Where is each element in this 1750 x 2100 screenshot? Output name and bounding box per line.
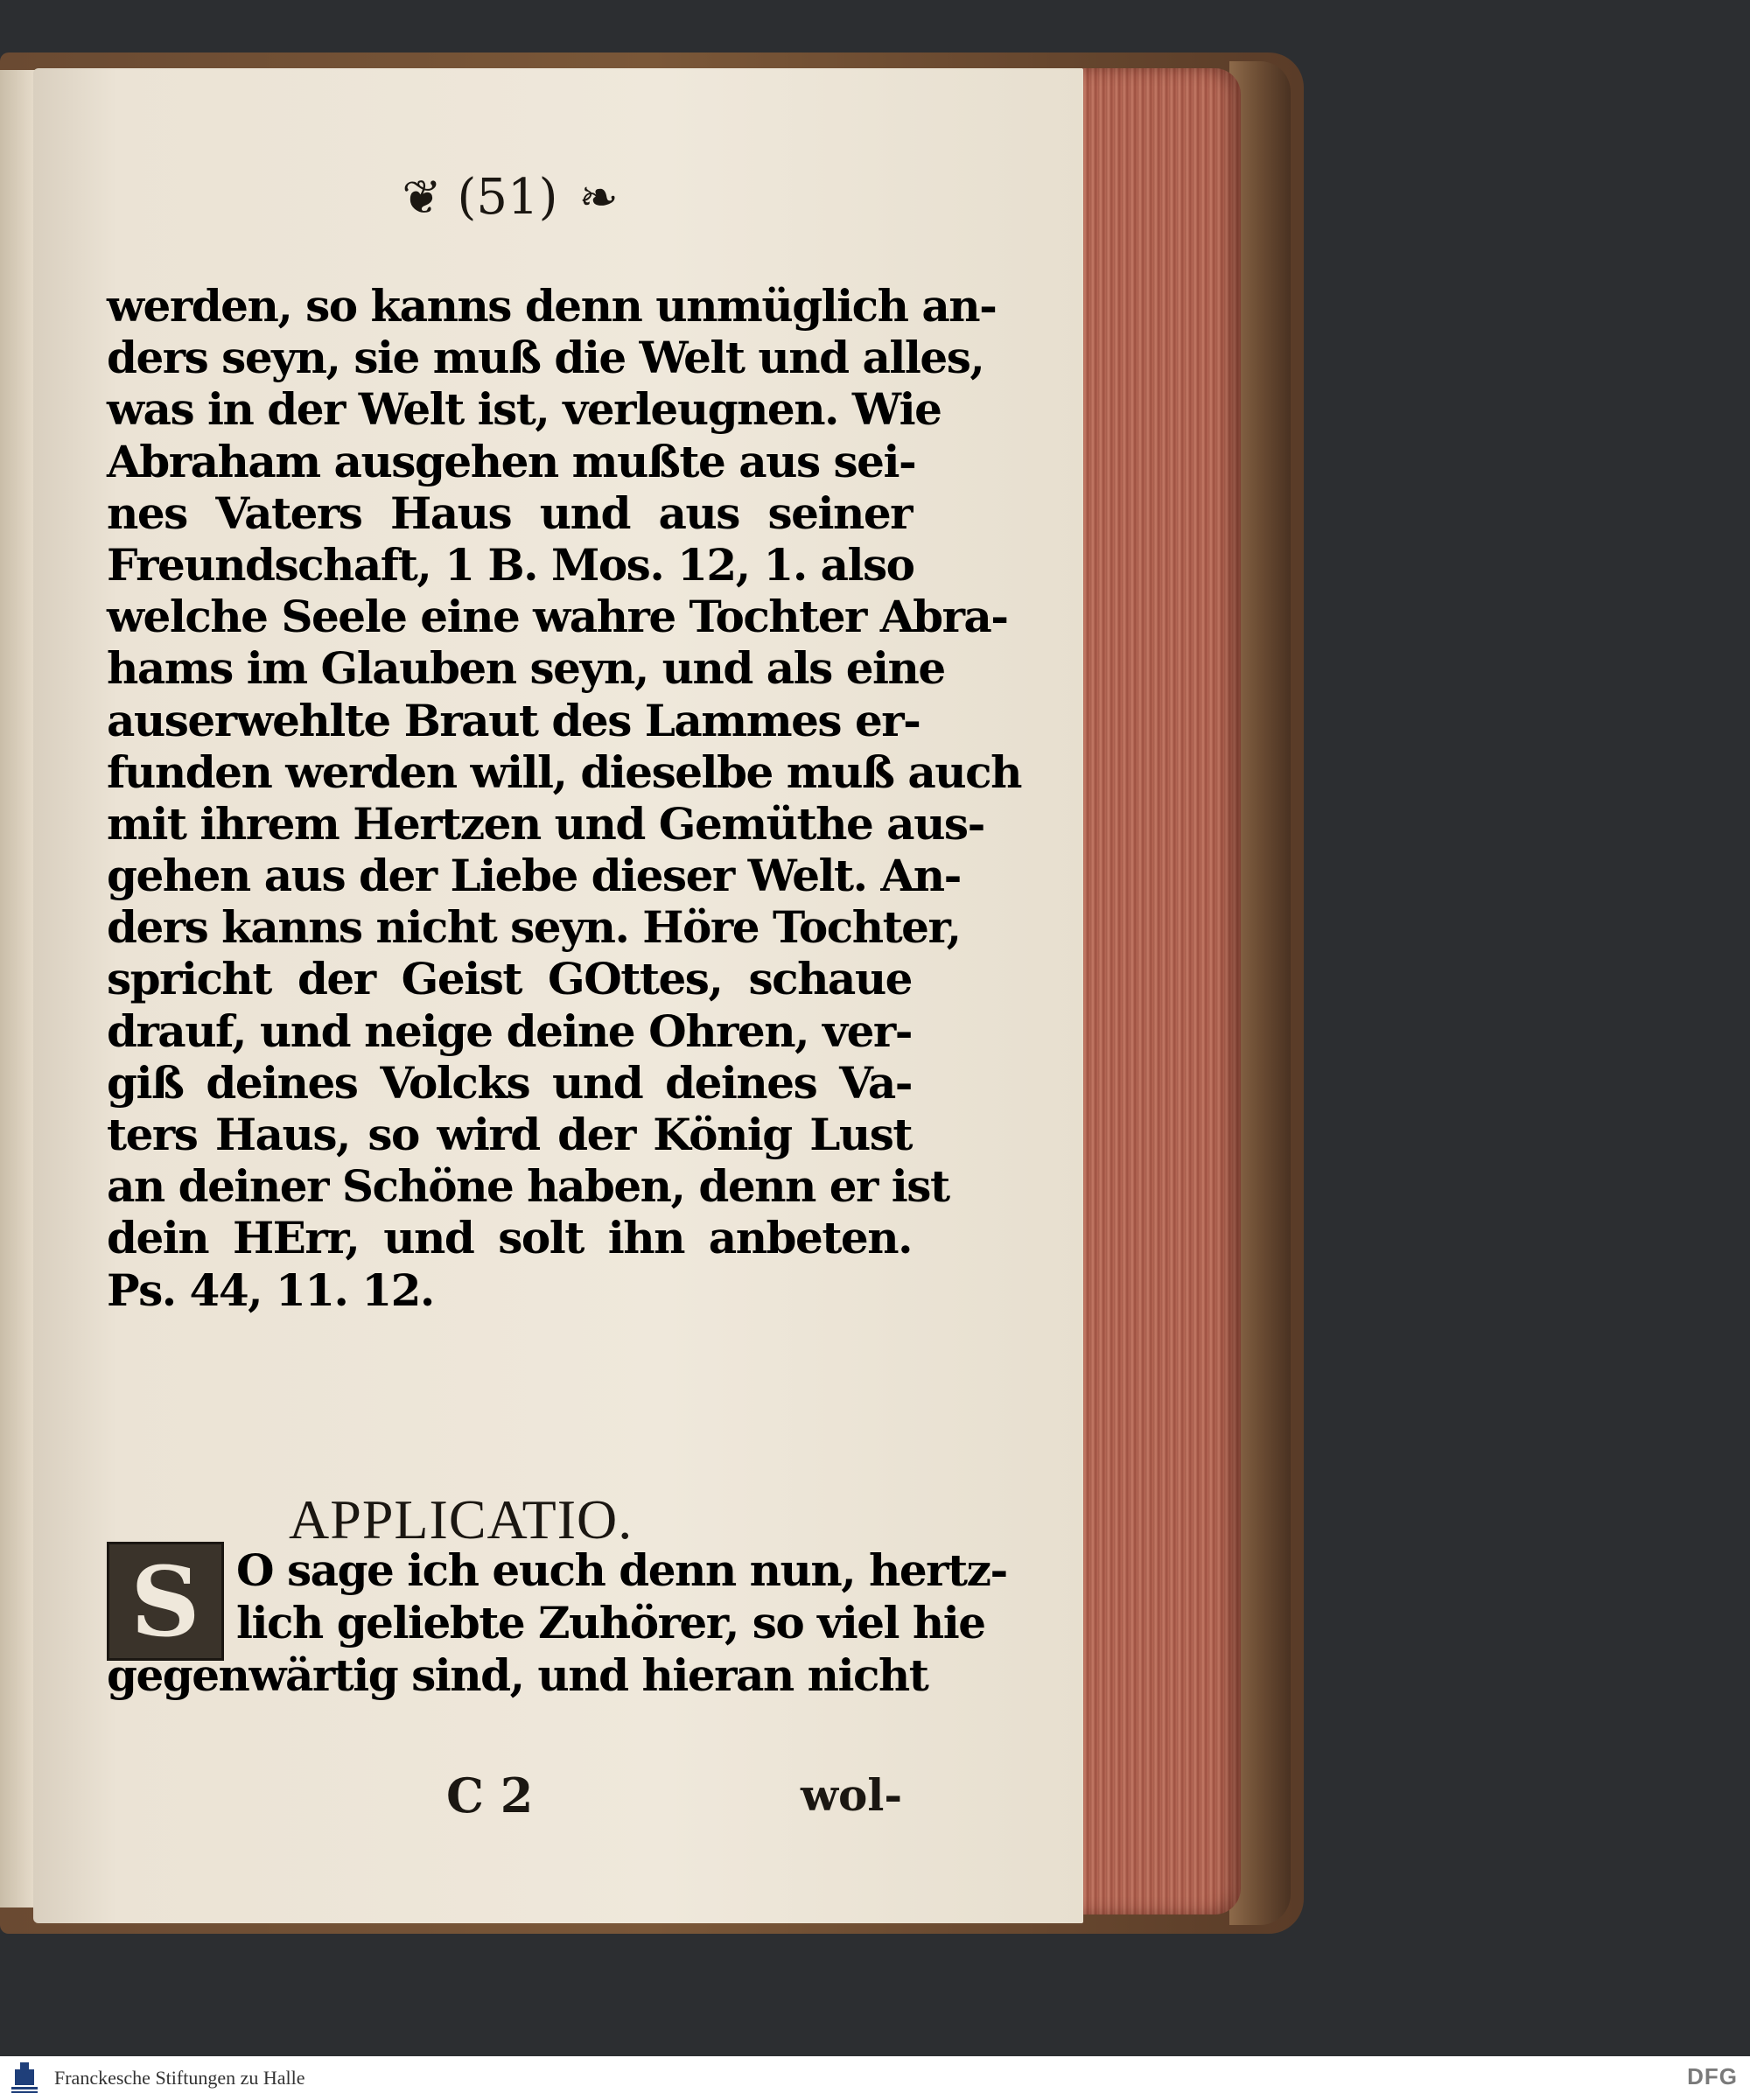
page-edges — [1074, 68, 1241, 1914]
text-line: mit ihrem Hertzen und Gemüthe aus- — [107, 797, 984, 850]
institution-logo-icon — [5, 2059, 44, 2097]
ornament-right-icon: ❧ — [578, 169, 613, 225]
text-line: spricht der Geist GOttes, schaue — [107, 953, 912, 1005]
text-line: drauf, und neige deine Ohren, ver- — [107, 1004, 912, 1057]
text-line: an deiner Schöne haben, denn er ist — [107, 1160, 949, 1213]
text-line: hams im Glauben seyn, und als eine — [107, 642, 945, 695]
section-heading: APPLICATIO. — [289, 1488, 634, 1550]
text-line: ters Haus, so wird der König Lust — [107, 1109, 912, 1160]
text-line: giß deines Volcks und deines Va- — [107, 1056, 912, 1109]
text-line: O sage ich euch denn nun, hertz- — [236, 1544, 1007, 1596]
left-page-sliver — [0, 70, 38, 1908]
text-line: nes Vaters Haus und aus seiner — [107, 486, 912, 539]
application-text — [107, 1544, 1007, 1702]
text-line: gehen aus der Liebe dieser Welt. An- — [107, 850, 961, 902]
page-number: (51) — [457, 168, 558, 226]
ornament-left-icon: ❦ — [402, 169, 437, 225]
text-line: auserwehlte Braut des Lammes er- — [107, 694, 920, 746]
body-text — [107, 280, 1021, 1316]
text-line: ders kanns nicht seyn. Höre Tochter, — [107, 901, 961, 954]
text-line: was in der Welt ist, verleugnen. Wie — [107, 383, 942, 436]
text-line: Ps. 44, 11. 12. — [107, 1264, 434, 1316]
text-line: lich geliebte Zuhörer, so viel hie — [236, 1597, 985, 1648]
text-line: Abraham ausgehen mußte aus sei- — [107, 435, 916, 487]
footer-bar — [0, 2056, 1750, 2100]
text-line: Freundschaft, 1 B. Mos. 12, 1. also — [107, 538, 914, 591]
text-line: werden, so kanns denn unmüglich an- — [107, 280, 997, 332]
drop-cap-initial: S — [107, 1542, 224, 1661]
footer-institution: Franckesche Stiftungen zu Halle — [54, 2067, 305, 2089]
catchword: wol- — [801, 1769, 903, 1821]
text-line: ders seyn, sie muß die Welt und alles, — [107, 332, 984, 384]
text-line: dein HErr, und solt ihn anbeten. — [107, 1212, 912, 1264]
page-header — [324, 162, 691, 232]
text-line: welche Seele eine wahre Tochter Abra- — [107, 591, 1008, 643]
signature-mark: C 2 — [446, 1768, 534, 1824]
text-line: gegenwärtig sind, und hieran nicht — [107, 1649, 928, 1701]
footer-dfg-logo: DFG — [1687, 2063, 1738, 2090]
text-line: funden werden will, dieselbe muß auch — [107, 746, 1021, 798]
